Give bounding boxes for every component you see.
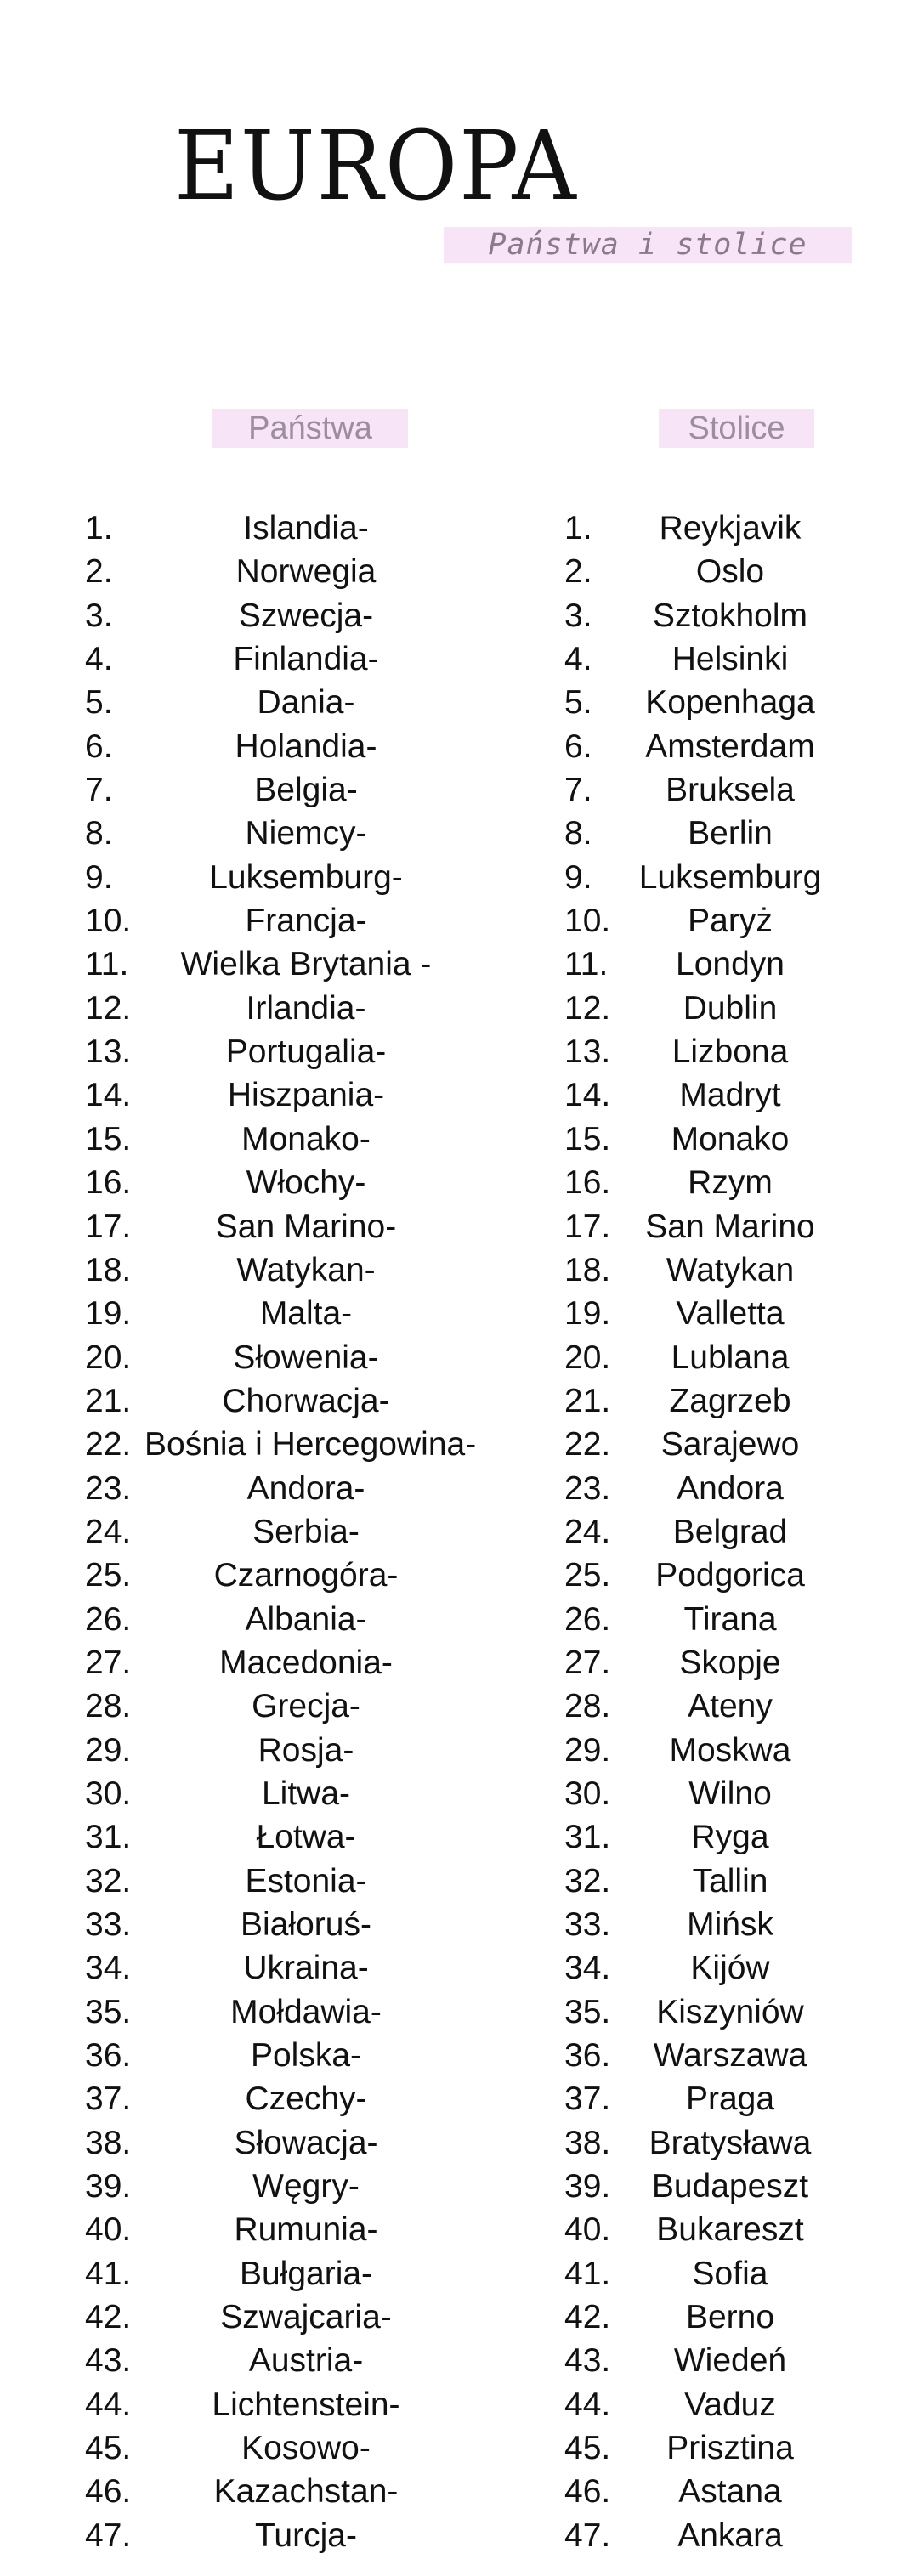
- list-item-number: 41.: [564, 2255, 611, 2292]
- country-row: [85, 1510, 527, 1554]
- list-item-number: 24.: [564, 1513, 611, 1550]
- list-item-number: 10.: [85, 903, 132, 940]
- country-row: [85, 637, 527, 681]
- list-item-name: Lizbona: [672, 1033, 789, 1071]
- list-item-number: 4.: [564, 641, 592, 678]
- country-row: [85, 594, 527, 637]
- list-item-name: Sofia: [692, 2255, 768, 2292]
- list-item-number: 5.: [564, 684, 592, 722]
- list-item-number: 13.: [85, 1033, 132, 1071]
- list-item-name: Albania-: [245, 1600, 367, 1638]
- list-item-name: Bukareszt: [656, 2211, 804, 2249]
- list-item-number: 45.: [564, 2430, 611, 2467]
- list-item-number: 14.: [85, 1077, 132, 1114]
- list-item-name: Turcja-: [255, 2517, 357, 2554]
- list-item-name: Mińsk: [687, 1906, 774, 1943]
- country-row: [85, 1292, 527, 1335]
- list-item-number: 12.: [564, 989, 611, 1027]
- country-row: [85, 2208, 527, 2251]
- list-item-name: Rumunia-: [234, 2211, 378, 2249]
- country-row: [85, 1467, 527, 1510]
- list-item-name: Bratysława: [649, 2124, 812, 2161]
- list-item-name: Budapeszt: [651, 2168, 809, 2205]
- list-item-number: 40.: [85, 2211, 132, 2249]
- capital-row: [564, 1641, 853, 1684]
- country-row: [85, 2034, 527, 2077]
- country-row: [85, 681, 527, 724]
- list-item-number: 20.: [564, 1339, 611, 1376]
- list-item-number: 24.: [85, 1513, 132, 1550]
- list-item-name: Mołdawia-: [230, 1993, 382, 2030]
- country-row: [85, 1336, 527, 1379]
- list-item-name: Zagrzeb: [669, 1382, 791, 1419]
- list-item-number: 33.: [564, 1906, 611, 1943]
- country-row: [85, 2339, 527, 2382]
- list-item-number: 23.: [564, 1469, 611, 1507]
- list-item-name: Andora-: [246, 1469, 366, 1507]
- list-item-number: 41.: [85, 2255, 132, 2292]
- list-item-number: 2.: [564, 553, 592, 591]
- capital-row: [564, 2470, 853, 2513]
- country-row: [85, 1946, 527, 1990]
- country-row: [85, 1903, 527, 1946]
- capital-row: [564, 1903, 853, 1946]
- capital-row: [564, 550, 853, 593]
- country-row: [85, 2252, 527, 2296]
- list-item-name: Ankara: [677, 2517, 783, 2554]
- list-item-name: Lichtenstein-: [212, 2386, 400, 2423]
- list-item-number: 25.: [564, 1557, 611, 1594]
- list-item-number: 5.: [85, 684, 113, 722]
- list-item-number: 8.: [564, 815, 592, 852]
- list-item-name: Astana: [678, 2473, 782, 2511]
- capital-row: [564, 1772, 853, 1815]
- list-item-name: Amsterdam: [645, 728, 815, 765]
- list-item-number: 11.: [564, 946, 609, 983]
- list-item-number: 26.: [564, 1600, 611, 1638]
- list-item-name: Ateny: [688, 1688, 773, 1725]
- list-item-number: 42.: [85, 2299, 132, 2336]
- country-row: [85, 2426, 527, 2470]
- list-item-number: 4.: [85, 641, 113, 678]
- list-item-number: 10.: [564, 903, 611, 940]
- list-item-name: Moskwa: [669, 1731, 791, 1769]
- list-item-name: San Marino: [645, 1208, 815, 1245]
- capital-row: [564, 594, 853, 637]
- list-item-number: 36.: [85, 2037, 132, 2075]
- list-item-name: Irlandia-: [246, 989, 366, 1027]
- country-row: [85, 507, 527, 550]
- list-item-name: Portugalia-: [225, 1033, 387, 1071]
- list-item-name: Dublin: [683, 989, 778, 1027]
- list-item-number: 47.: [85, 2517, 132, 2554]
- list-item-number: 33.: [85, 1906, 132, 1943]
- country-row: [85, 1598, 527, 1641]
- capital-row: [564, 1073, 853, 1117]
- list-item-name: Reykjavik: [659, 510, 802, 546]
- list-item-number: 15.: [85, 1120, 132, 1158]
- country-row: [85, 550, 527, 593]
- country-row: [85, 1118, 527, 1161]
- list-item-name: Holandia-: [235, 728, 377, 765]
- capitals-list: [564, 507, 853, 2557]
- country-row: [85, 768, 527, 812]
- capital-row: [564, 1598, 853, 1641]
- list-item-name: Kazachstan-: [213, 2473, 399, 2511]
- list-item-number: 39.: [564, 2168, 611, 2205]
- country-row: [85, 1860, 527, 1903]
- list-item-name: Łotwa-: [256, 1819, 356, 1856]
- list-item-name: Luksemburg: [638, 858, 822, 896]
- list-item-name: Białoruś-: [241, 1906, 371, 1943]
- list-item-name: Vaduz: [684, 2386, 776, 2423]
- list-item-number: 28.: [564, 1688, 611, 1725]
- list-item-number: 44.: [85, 2386, 132, 2423]
- list-item-number: 6.: [85, 728, 113, 765]
- capital-row: [564, 899, 853, 943]
- list-item-name: Wilno: [688, 1775, 772, 1812]
- list-item-number: 16.: [85, 1164, 132, 1202]
- capital-row: [564, 2034, 853, 2077]
- list-item-name: Chorwacja-: [222, 1382, 390, 1419]
- list-item-number: 17.: [564, 1208, 611, 1245]
- country-row: [85, 943, 527, 986]
- list-item-name: Kopenhaga: [645, 684, 815, 722]
- country-row: [85, 2077, 527, 2120]
- list-item-name: Ryga: [691, 1819, 769, 1856]
- list-item-number: 19.: [564, 1295, 611, 1333]
- capital-row: [564, 2077, 853, 2120]
- capital-row: [564, 2383, 853, 2426]
- list-item-number: 9.: [564, 858, 592, 896]
- country-row: [85, 987, 527, 1030]
- list-item-name: Podgorica: [655, 1557, 805, 1594]
- list-item-name: Madryt: [679, 1077, 781, 1114]
- list-item-name: Wielka Brytania -: [180, 946, 432, 983]
- country-row: [85, 1030, 527, 1073]
- list-item-name: Tirana: [683, 1600, 777, 1638]
- country-row: [85, 1423, 527, 1466]
- list-item-number: 29.: [564, 1731, 611, 1769]
- list-item-name: Belgrad: [672, 1513, 788, 1550]
- country-row: [85, 2296, 527, 2339]
- country-row: [85, 1073, 527, 1117]
- list-item-number: 17.: [85, 1208, 132, 1245]
- capital-row: [564, 1030, 853, 1073]
- list-item-name: Islandia-: [243, 510, 369, 546]
- capital-row: [564, 1161, 853, 1204]
- country-row: [85, 1684, 527, 1728]
- list-item-name: Luksemburg-: [209, 858, 403, 896]
- list-item-number: 27.: [85, 1644, 132, 1681]
- list-item-name: Czechy-: [245, 2081, 367, 2118]
- capital-row: [564, 2514, 853, 2557]
- list-item-name: Grecja-: [252, 1688, 360, 1725]
- capital-row: [564, 1510, 853, 1554]
- capital-row: [564, 507, 853, 550]
- country-row: [85, 1554, 527, 1597]
- list-item-name: Rzym: [688, 1164, 773, 1202]
- list-item-number: 34.: [564, 1950, 611, 1987]
- list-item-number: 43.: [564, 2342, 611, 2380]
- list-item-number: 38.: [564, 2124, 611, 2161]
- country-row: [85, 2383, 527, 2426]
- list-item-number: 3.: [85, 597, 113, 634]
- list-item-name: Estonia-: [245, 1862, 367, 1899]
- country-row: [85, 2121, 527, 2165]
- list-item-number: 30.: [85, 1775, 132, 1812]
- list-item-number: 1.: [564, 510, 592, 546]
- country-row: [85, 1990, 527, 2034]
- list-item-name: Serbia-: [252, 1513, 360, 1550]
- list-item-number: 30.: [564, 1775, 611, 1812]
- capital-row: [564, 2296, 853, 2339]
- list-item-name: Berno: [685, 2299, 775, 2336]
- list-item-name: Praga: [685, 2081, 775, 2118]
- page-subtitle: Państwa i stolice: [444, 227, 852, 263]
- list-item-number: 22.: [564, 1426, 611, 1464]
- list-item-number: 22.: [85, 1426, 132, 1464]
- capital-row: [564, 812, 853, 855]
- list-item-number: 40.: [564, 2211, 611, 2249]
- country-row: [85, 899, 527, 943]
- list-item-number: 42.: [564, 2299, 611, 2336]
- list-item-number: 21.: [85, 1382, 132, 1419]
- capital-row: [564, 856, 853, 899]
- list-item-number: 12.: [85, 989, 132, 1027]
- list-item-name: Helsinki: [672, 641, 789, 678]
- capitals-column-header: Stolice: [659, 409, 814, 448]
- list-item-name: Szwajcaria-: [220, 2299, 392, 2336]
- list-item-name: Lublana: [671, 1339, 790, 1376]
- capital-row: [564, 1467, 853, 1510]
- capital-row: [564, 1292, 853, 1335]
- list-item-name: Kiszyniów: [656, 1993, 804, 2030]
- capital-row: [564, 2252, 853, 2296]
- list-item-name: Austria-: [248, 2342, 364, 2380]
- capital-row: [564, 987, 853, 1030]
- list-item-name: Monako-: [241, 1120, 371, 1158]
- list-item-number: 18.: [564, 1251, 611, 1288]
- list-item-number: 46.: [85, 2473, 132, 2511]
- capital-row: [564, 725, 853, 768]
- list-item-number: 13.: [564, 1033, 611, 1071]
- list-item-name: Norwegia: [235, 553, 377, 591]
- country-row: [85, 1379, 527, 1423]
- list-item-name: Sarajewo: [660, 1426, 800, 1464]
- list-item-name: Kosowo-: [241, 2430, 371, 2467]
- country-row: [85, 1772, 527, 1815]
- list-item-number: 39.: [85, 2168, 132, 2205]
- list-item-name: Włochy-: [246, 1164, 366, 1202]
- list-item-name: Macedonia-: [219, 1644, 393, 1681]
- list-item-name: Watykan: [666, 1251, 795, 1288]
- list-item-number: 7.: [85, 772, 113, 809]
- capital-row: [564, 1379, 853, 1423]
- list-item-number: 3.: [564, 597, 592, 634]
- list-item-name: Wiedeń: [673, 2342, 787, 2380]
- list-item-name: Belgia-: [254, 772, 358, 809]
- country-row: [85, 1205, 527, 1248]
- list-item-number: 46.: [564, 2473, 611, 2511]
- capital-row: [564, 637, 853, 681]
- list-item-name: Węgry-: [252, 2168, 360, 2205]
- list-item-name: Polska-: [250, 2037, 362, 2075]
- list-item-name: Tallin: [692, 1862, 768, 1899]
- list-item-number: 27.: [564, 1644, 611, 1681]
- list-item-number: 9.: [85, 858, 113, 896]
- country-row: [85, 856, 527, 899]
- list-item-number: 37.: [564, 2081, 611, 2118]
- country-row: [85, 812, 527, 855]
- list-item-number: 35.: [564, 1993, 611, 2030]
- capital-row: [564, 1205, 853, 1248]
- list-item-number: 11.: [85, 946, 129, 983]
- country-row: [85, 1815, 527, 1859]
- list-item-number: 8.: [85, 815, 113, 852]
- capital-row: [564, 681, 853, 724]
- list-item-name: Niemcy-: [245, 815, 367, 852]
- list-item-name: Rosja-: [258, 1731, 354, 1769]
- countries-column-header: Państwa: [212, 409, 408, 448]
- capital-row: [564, 1248, 853, 1292]
- capital-row: [564, 1684, 853, 1728]
- list-item-name: San Marino-: [215, 1208, 397, 1245]
- list-item-name: Prisztina: [666, 2430, 794, 2467]
- list-item-number: 36.: [564, 2037, 611, 2075]
- list-item-name: Paryż: [688, 903, 773, 940]
- capital-row: [564, 1729, 853, 1772]
- list-item-name: Hiszpania-: [227, 1077, 385, 1114]
- list-item-number: 15.: [564, 1120, 611, 1158]
- list-item-name: Sztokholm: [652, 597, 808, 634]
- capital-row: [564, 1423, 853, 1466]
- list-item-name: Bośnia i Hercegowina-: [144, 1426, 477, 1464]
- list-item-number: 26.: [85, 1600, 132, 1638]
- list-item-name: Dania-: [257, 684, 355, 722]
- list-item-name: Oslo: [695, 553, 765, 591]
- list-item-name: Słowenia-: [233, 1339, 379, 1376]
- capital-row: [564, 1336, 853, 1379]
- list-item-name: Watykan-: [236, 1251, 376, 1288]
- capital-row: [564, 943, 853, 986]
- list-item-name: Londyn: [676, 946, 785, 983]
- list-item-number: 25.: [85, 1557, 132, 1594]
- list-item-name: Bułgaria-: [239, 2255, 373, 2292]
- list-item-number: 23.: [85, 1469, 132, 1507]
- list-item-name: Litwa-: [261, 1775, 351, 1812]
- list-item-number: 21.: [564, 1382, 611, 1419]
- capital-row: [564, 1860, 853, 1903]
- capital-row: [564, 1554, 853, 1597]
- capital-row: [564, 1815, 853, 1859]
- list-item-name: Francja-: [245, 903, 367, 940]
- list-item-name: Szwecja-: [238, 597, 374, 634]
- list-item-number: 16.: [564, 1164, 611, 1202]
- list-item-name: Kijów: [690, 1950, 770, 1987]
- list-item-name: Monako: [671, 1120, 790, 1158]
- list-item-number: 32.: [85, 1862, 132, 1899]
- list-item-number: 28.: [85, 1688, 132, 1725]
- page-title: EUROPA: [174, 111, 578, 222]
- list-item-number: 34.: [85, 1950, 132, 1987]
- list-item-number: 6.: [564, 728, 592, 765]
- country-row: [85, 2470, 527, 2513]
- country-row: [85, 1248, 527, 1292]
- list-item-name: Czarnogóra-: [213, 1557, 399, 1594]
- list-item-name: Valletta: [676, 1295, 785, 1333]
- list-item-name: Bruksela: [666, 772, 795, 809]
- list-item-name: Ukraina-: [243, 1950, 369, 1987]
- list-item-name: Finlandia-: [233, 641, 379, 678]
- list-item-number: 38.: [85, 2124, 132, 2161]
- list-item-number: 35.: [85, 1993, 132, 2030]
- capital-row: [564, 2121, 853, 2165]
- list-item-number: 43.: [85, 2342, 132, 2380]
- list-item-number: 37.: [85, 2081, 132, 2118]
- list-item-number: 44.: [564, 2386, 611, 2423]
- list-item-number: 29.: [85, 1731, 132, 1769]
- capital-row: [564, 2339, 853, 2382]
- list-item-name: Skopje: [679, 1644, 781, 1681]
- country-row: [85, 1729, 527, 1772]
- list-item-name: Malta-: [259, 1295, 353, 1333]
- list-item-number: 18.: [85, 1251, 132, 1288]
- list-item-number: 1.: [85, 510, 113, 546]
- list-item-number: 2.: [85, 553, 113, 591]
- capital-row: [564, 768, 853, 812]
- list-item-number: 31.: [564, 1819, 611, 1856]
- list-item-number: 14.: [564, 1077, 611, 1114]
- country-row: [85, 2165, 527, 2208]
- list-item-number: 31.: [85, 1819, 132, 1856]
- list-item-name: Słowacja-: [234, 2124, 378, 2161]
- capital-row: [564, 2426, 853, 2470]
- capital-row: [564, 2208, 853, 2251]
- list-item-number: 32.: [564, 1862, 611, 1899]
- list-item-number: 7.: [564, 772, 592, 809]
- country-row: [85, 1161, 527, 1204]
- country-row: [85, 2514, 527, 2557]
- list-item-number: 20.: [85, 1339, 132, 1376]
- list-item-number: 47.: [564, 2517, 611, 2554]
- capital-row: [564, 1946, 853, 1990]
- country-row: [85, 725, 527, 768]
- capital-row: [564, 1990, 853, 2034]
- list-item-number: 45.: [85, 2430, 132, 2467]
- list-item-number: 19.: [85, 1295, 132, 1333]
- countries-list: [85, 507, 527, 2557]
- list-item-name: Warszawa: [653, 2037, 808, 2075]
- capital-row: [564, 1118, 853, 1161]
- list-item-name: Berlin: [688, 815, 773, 852]
- country-row: [85, 1641, 527, 1684]
- capital-row: [564, 2165, 853, 2208]
- list-item-name: Andora: [677, 1469, 784, 1507]
